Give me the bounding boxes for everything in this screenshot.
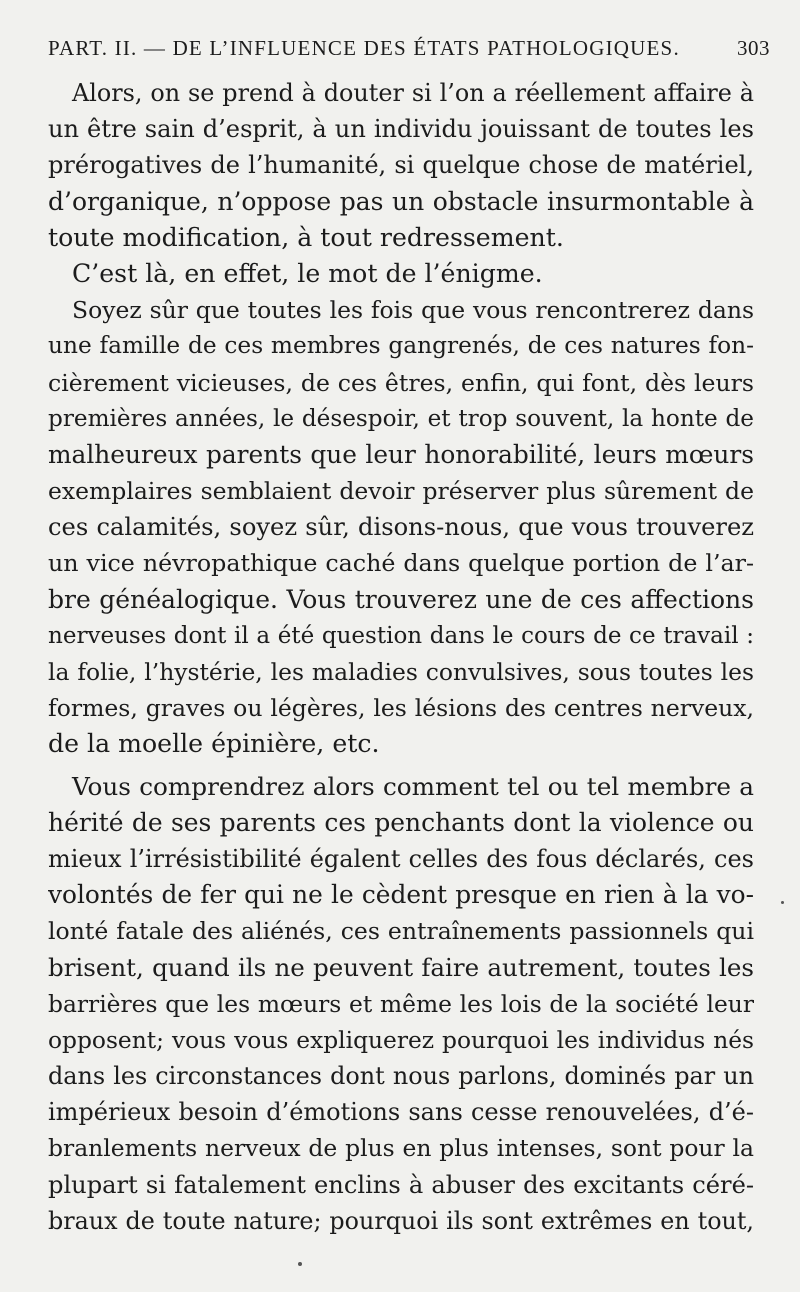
text-line: bre généalogique. Vous trouverez une de ces affections [48, 584, 754, 614]
page-number: 303 [737, 36, 770, 60]
text-line: Vous comprendrez alors comment tel ou tel membre a [72, 771, 754, 801]
text-line: de la moelle épinière, etc. [48, 729, 380, 759]
text-line: branlements nerveux de plus en plus intenses, sont pour la [48, 1134, 754, 1163]
text-line: Alors, on se prend à douter si l’on a réellement affaire à [72, 79, 754, 107]
text-line: impérieux besoin d’émotions sans cesse renouvelées, d’é- [48, 1098, 754, 1127]
text-line: barrières que les mœurs et même les lois de la société leur [48, 989, 754, 1018]
text-line: un vice névropathique caché dans quelque portion de l’ar- [48, 549, 754, 578]
text-line: lonté fatale des aliénés, ces entraînements passionnels qui [48, 917, 754, 946]
text-line: C’est là, en effet, le mot de l’énigme. [72, 258, 543, 288]
text-line: opposent; vous vous expliquerez pourquoi les individus nés [48, 1025, 754, 1054]
text-line: un être sain d’esprit, à un individu jouissant de toutes les [48, 115, 754, 144]
text-line: dans les circonstances dont nous parlons, dominés par un [48, 1062, 754, 1091]
body-text [48, 75, 754, 1239]
ink-speck [298, 1262, 302, 1266]
text-line: d’organique, n’oppose pas un obstacle insurmontable à [48, 186, 754, 216]
text-line: formes, graves ou légères, les lésions des centres nerveux, [48, 694, 754, 723]
text-line: une famille de ces membres gangrenés, de ces natures fon- [48, 332, 754, 360]
text-line: premières années, le désespoir, et trop souvent, la honte de [48, 405, 754, 432]
running-title: PART. II. — DE L’INFLUENCE DES ÉTATS PATHOLOGIQUES. [48, 36, 680, 60]
text-line: ces calamités, soyez sûr, disons-nous, que vous trouverez [48, 513, 754, 542]
text-line: Soyez sûr que toutes les fois que vous rencontrerez dans [72, 296, 754, 325]
text-line: prérogatives de l’humanité, si quelque chose de matériel, [48, 151, 754, 180]
text-line: volontés de fer qui ne le cèdent presque en rien à la vo- [48, 880, 754, 910]
text-line: mieux l’irrésistibilité égalent celles des fous déclarés, ces [48, 844, 754, 873]
text-line: plupart si fatalement enclins à abuser des excitants céré- [48, 1170, 754, 1199]
text-line: cièrement vicieuses, de ces êtres, enfin, qui font, dès leurs [48, 368, 754, 397]
text-line: toute modification, à tout redressement. [48, 222, 564, 252]
text-line: hérité de ses parents ces penchants dont la violence ou [48, 807, 754, 837]
running-header [48, 36, 770, 68]
text-line: malheureux parents que leur honorabilité, leurs mœurs [48, 439, 754, 469]
text-line: braux de toute nature; pourquoi ils sont extrêmes en tout, [48, 1206, 754, 1235]
text-line: la folie, l’hystérie, les maladies convulsives, sous toutes les [48, 658, 754, 686]
ink-speck [781, 901, 784, 904]
text-line: brisent, quand ils ne peuvent faire autrement, toutes les [48, 952, 754, 982]
text-line: exemplaires semblaient devoir préserver plus sûrement de [48, 477, 754, 506]
text-line: nerveuses dont il a été question dans le cours de ce travail : [48, 622, 754, 649]
